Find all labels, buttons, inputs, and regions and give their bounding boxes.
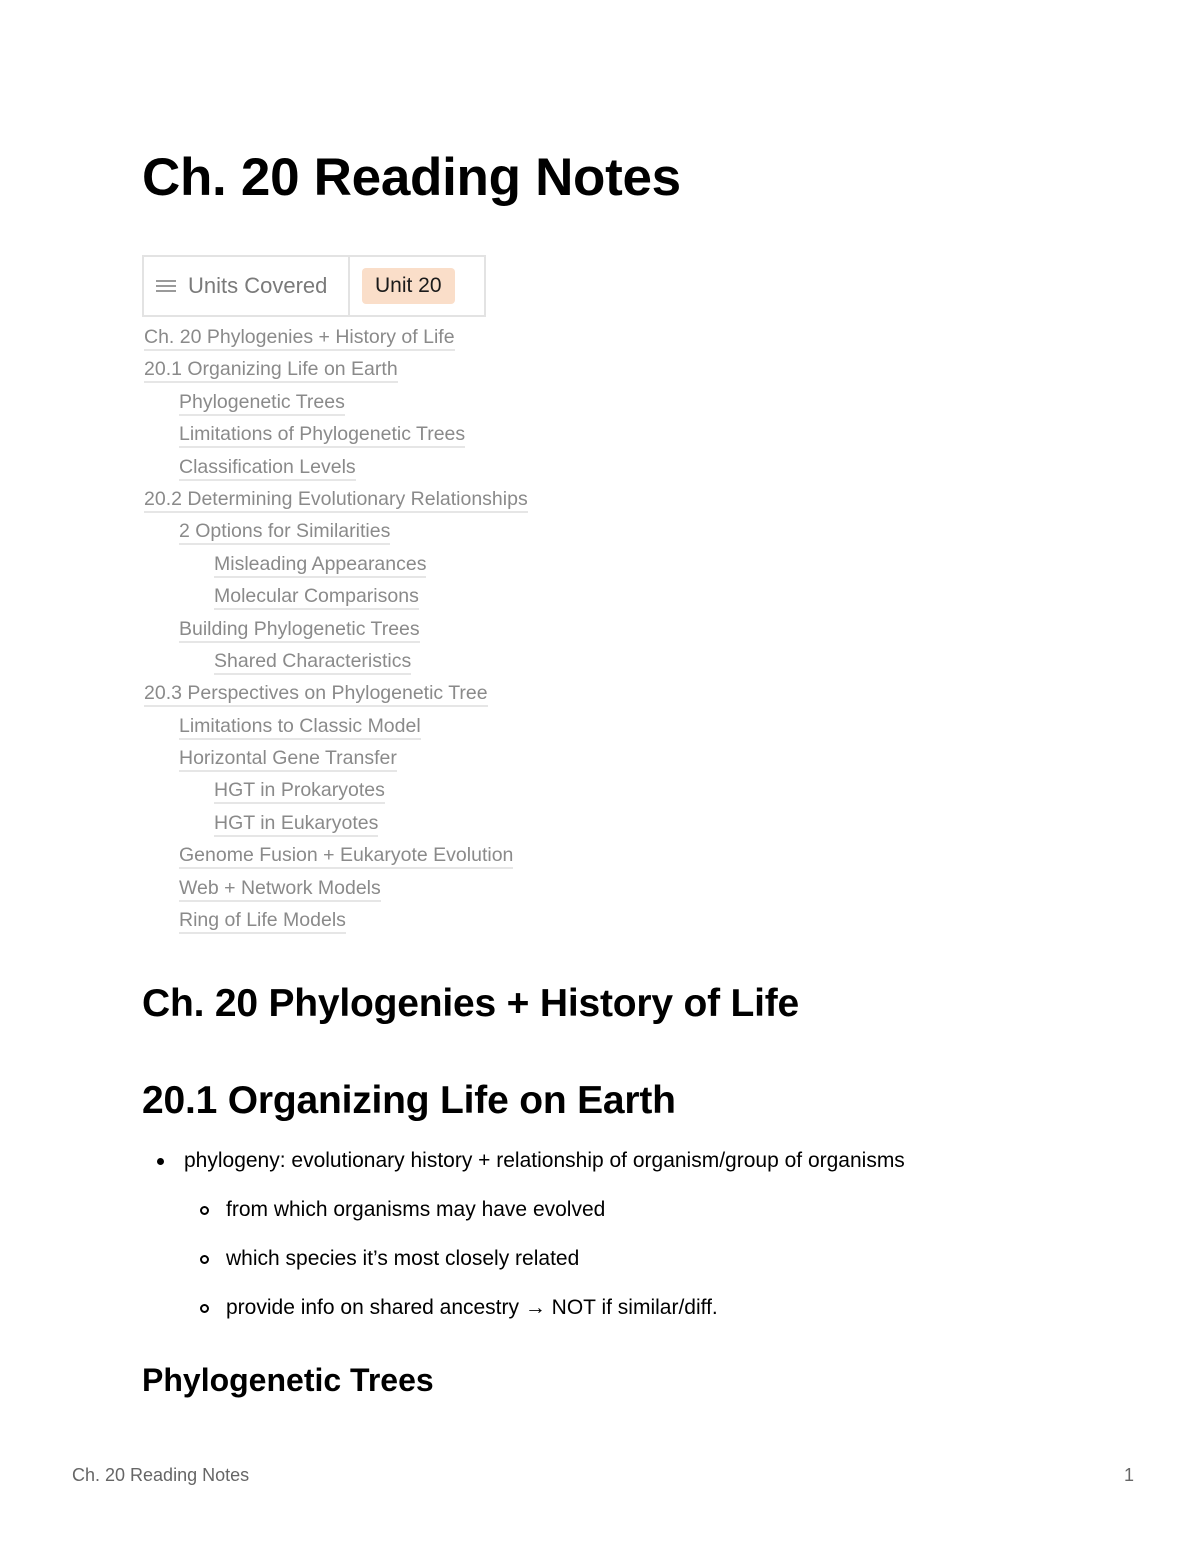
chapter-heading: Ch. 20 Phylogenies + History of Life (142, 982, 800, 1025)
property-key-label: Units Covered (188, 273, 328, 298)
toc-link[interactable]: Ch. 20 Phylogenies + History of Life (144, 326, 455, 351)
toc-item (144, 711, 528, 743)
toc-link[interactable]: Genome Fusion + Eukaryote Evolution (179, 844, 513, 869)
hollow-bullet-icon (200, 1304, 209, 1313)
toc-item (144, 905, 528, 937)
page-number: 1 (1123, 1465, 1134, 1485)
toc-item (144, 840, 528, 872)
toc-link[interactable]: HGT in Prokaryotes (214, 779, 385, 804)
toc-link[interactable]: HGT in Eukaryotes (214, 812, 378, 837)
toc-link[interactable]: Limitations of Phylogenetic Trees (179, 423, 465, 448)
properties-table (142, 255, 486, 317)
toc-item (144, 614, 528, 646)
toc-link[interactable]: Limitations to Classic Model (179, 715, 421, 740)
section-heading: 20.1 Organizing Life on Earth (142, 1079, 676, 1122)
toc-link[interactable]: Classification Levels (179, 456, 356, 481)
toc-link[interactable]: Horizontal Gene Transfer (179, 747, 397, 772)
footer-title: Ch. 20 Reading Notes (72, 1465, 250, 1485)
list-icon (156, 277, 176, 295)
toc-item (144, 354, 528, 386)
list-item (142, 1143, 905, 1192)
page-title: Ch. 20 Reading Notes (142, 148, 681, 207)
toc-item (144, 452, 528, 484)
hollow-bullet-icon (200, 1255, 209, 1264)
unit-tag: Unit 20 (362, 268, 455, 304)
toc-item (144, 743, 528, 775)
list-item-text: from which organisms may have evolved (226, 1198, 606, 1221)
bullet-list (142, 1143, 905, 1339)
toc-item (144, 581, 528, 613)
subsection-heading: Phylogenetic Trees (142, 1362, 434, 1398)
toc-link[interactable]: Molecular Comparisons (214, 585, 419, 610)
toc-link[interactable]: Building Phylogenetic Trees (179, 618, 420, 643)
list-item-text: which species it’s most closely related (226, 1247, 580, 1270)
toc-link[interactable]: Misleading Appearances (214, 553, 426, 578)
property-value-cell[interactable] (349, 256, 485, 316)
list-item (142, 1192, 905, 1241)
toc-item (144, 873, 528, 905)
toc-item (144, 419, 528, 451)
toc-item (144, 678, 528, 710)
toc-link[interactable]: Ring of Life Models (179, 909, 346, 934)
bullet-icon (157, 1158, 164, 1165)
toc-link[interactable]: 20.2 Determining Evolutionary Relationships (144, 488, 528, 513)
toc-link[interactable]: 20.1 Organizing Life on Earth (144, 358, 398, 383)
toc-link[interactable]: 20.3 Perspectives on Phylogenetic Tree (144, 682, 488, 707)
toc-link[interactable]: Web + Network Models (179, 877, 381, 902)
toc-item (144, 646, 528, 678)
property-key-cell[interactable] (143, 256, 349, 316)
list-item (142, 1290, 905, 1339)
toc-item (144, 549, 528, 581)
toc-item (144, 387, 528, 419)
hollow-bullet-icon (200, 1206, 209, 1215)
toc-link[interactable]: Shared Characteristics (214, 650, 411, 675)
list-item-text: phylogeny: evolutionary history + relationship of organism/group of organisms (184, 1149, 905, 1172)
toc-item (144, 775, 528, 807)
toc-link[interactable]: 2 Options for Similarities (179, 520, 390, 545)
toc-item (144, 808, 528, 840)
list-item (142, 1241, 905, 1290)
toc-link[interactable]: Phylogenetic Trees (179, 391, 345, 416)
list-item-text: provide info on shared ancestry → NOT if similar/diff. (226, 1296, 718, 1319)
toc-item (144, 516, 528, 548)
toc-item (144, 484, 528, 516)
table-of-contents (144, 322, 528, 937)
toc-item (144, 322, 528, 354)
